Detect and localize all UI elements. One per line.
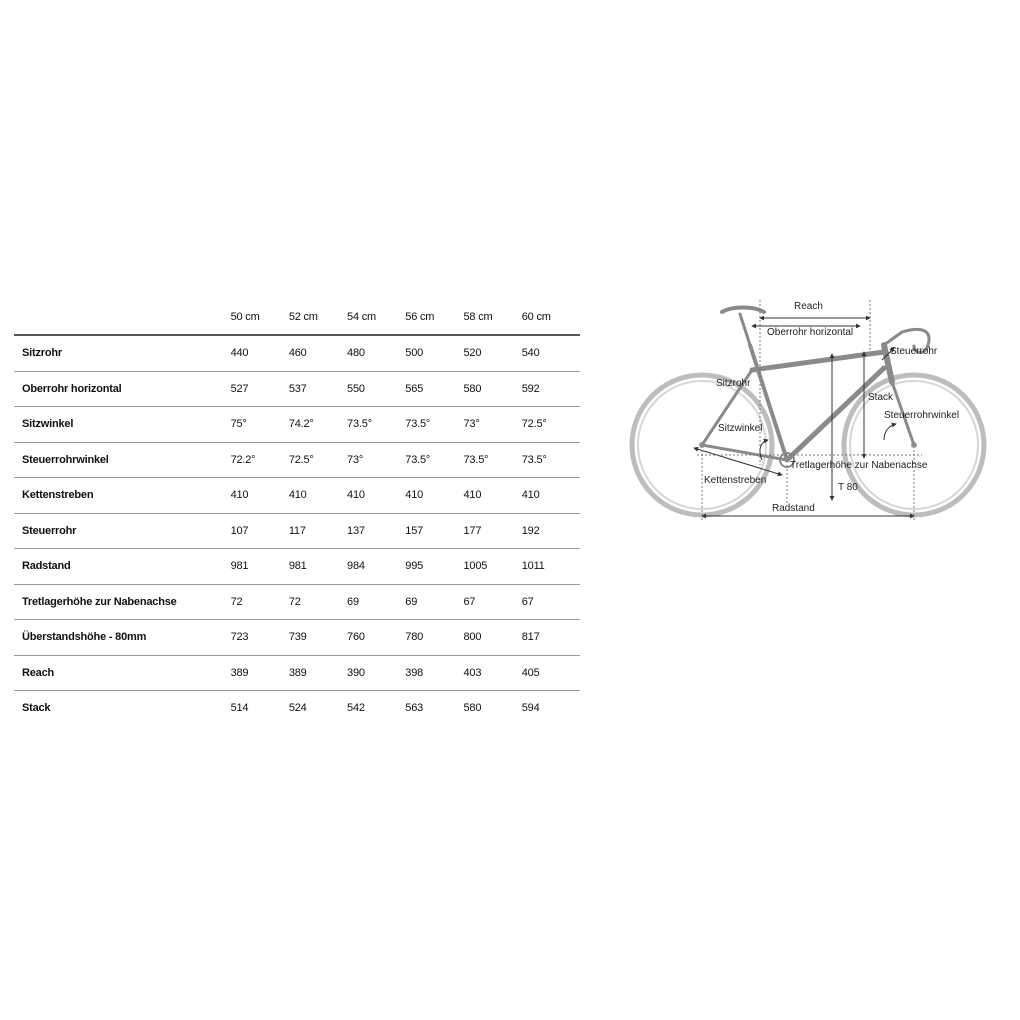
- table-row: [14, 691, 580, 726]
- table-cell: 580: [463, 702, 482, 715]
- header-corner-cell: [14, 300, 231, 335]
- label-tretlager: Tretlagerhöhe zur Nabenachse: [790, 460, 928, 471]
- row-label: Sitzrohr: [14, 335, 231, 371]
- table-cell: 72: [231, 584, 289, 620]
- table-cell: 984: [347, 549, 405, 585]
- table-header-row: [14, 300, 580, 335]
- table-cell: 389: [289, 655, 347, 691]
- table-body: [14, 335, 580, 726]
- table-cell: 69: [347, 584, 405, 620]
- table-row: [14, 584, 580, 620]
- table-cell: 514: [230, 702, 249, 715]
- table-cell: 440: [231, 335, 289, 371]
- table-cell: 739: [289, 620, 347, 656]
- table-cell: 157: [405, 513, 463, 549]
- table-row: [14, 478, 580, 514]
- table-cell: 73.5°: [522, 442, 580, 478]
- table-cell: 410: [522, 478, 580, 514]
- table-cell: 73.5°: [405, 442, 463, 478]
- label-sitzwinkel: Sitzwinkel: [718, 423, 763, 434]
- table-cell: 73.5°: [347, 407, 405, 443]
- table-cell: 592: [522, 371, 580, 407]
- table-cell: 550: [347, 371, 405, 407]
- bike-geometry-diagram: [622, 290, 992, 530]
- table-cell: 524: [288, 702, 307, 715]
- table-cell: 1011: [522, 549, 580, 585]
- table-cell: 73.5°: [405, 407, 463, 443]
- table-cell: 500: [405, 335, 463, 371]
- label-radstand: Radstand: [772, 503, 815, 514]
- table-cell: 981: [231, 549, 289, 585]
- table-row: [14, 442, 580, 478]
- table-cell: 540: [522, 335, 580, 371]
- table-cell: 995: [405, 549, 463, 585]
- table-cell: 817: [522, 620, 580, 656]
- table-cell: 192: [522, 513, 580, 549]
- table-cell: 800: [464, 620, 522, 656]
- row-label: Kettenstreben: [14, 478, 231, 514]
- table-cell: 72.2°: [231, 442, 289, 478]
- row-label: Überstandshöhe - 80mm: [14, 620, 231, 656]
- table-cell: 403: [464, 655, 522, 691]
- table-cell: 405: [522, 655, 580, 691]
- table-cell: 67: [464, 584, 522, 620]
- table-cell: 565: [405, 371, 463, 407]
- table-cell: 74.2°: [289, 407, 347, 443]
- table-cell: 398: [405, 655, 463, 691]
- column-header: 50 cm: [231, 300, 289, 335]
- table-cell: 520: [464, 335, 522, 371]
- table-cell: 460: [289, 335, 347, 371]
- table-row: [14, 549, 580, 585]
- table-cell: 177: [464, 513, 522, 549]
- table-row: [14, 371, 580, 407]
- row-label: Reach: [14, 655, 231, 691]
- row-label: Steuerrohrwinkel: [14, 442, 231, 478]
- column-header: 52 cm: [289, 300, 347, 335]
- table-cell: 527: [231, 371, 289, 407]
- row-label: Sitzwinkel: [14, 407, 231, 443]
- table-cell: 107: [231, 513, 289, 549]
- table-cell: 594: [521, 702, 540, 715]
- table-cell: 981: [289, 549, 347, 585]
- table-cell: 780: [405, 620, 463, 656]
- table-row: [14, 655, 580, 691]
- table-cell: 410: [464, 478, 522, 514]
- geometry-table: [14, 300, 580, 726]
- label-oberrohr: Oberrohr horizontal: [767, 327, 854, 338]
- column-header: 58 cm: [464, 300, 522, 335]
- table-cell: 537: [289, 371, 347, 407]
- column-header: 56 cm: [405, 300, 463, 335]
- table-cell: 410: [231, 478, 289, 514]
- row-label: Tretlagerhöhe zur Nabenachse: [14, 584, 231, 620]
- label-steuerrohr: Steuerrohr: [890, 346, 938, 357]
- table-cell: 410: [289, 478, 347, 514]
- table-cell: 72.5°: [522, 407, 580, 443]
- label-stack: Stack: [868, 392, 894, 403]
- table-cell: 390: [347, 655, 405, 691]
- label-steuerrohrwinkel: Steuerrohrwinkel: [884, 410, 960, 421]
- table-row: [14, 620, 580, 656]
- table-cell: 410: [405, 478, 463, 514]
- table-cell: 69: [405, 584, 463, 620]
- label-t80: T 80: [838, 482, 858, 493]
- table-cell: 723: [231, 620, 289, 656]
- label-kettenstreben: Kettenstreben: [704, 475, 767, 486]
- table-cell: 389: [231, 655, 289, 691]
- column-header: 54 cm: [347, 300, 405, 335]
- row-label: Oberrohr horizontal: [14, 371, 231, 407]
- table-cell: 760: [347, 620, 405, 656]
- table-cell: 72: [289, 584, 347, 620]
- label-sitzrohr: Sitzrohr: [716, 378, 751, 389]
- table-cell: 72.5°: [289, 442, 347, 478]
- table-cell: 73.5°: [464, 442, 522, 478]
- table-row: [14, 513, 580, 549]
- table-cell: 410: [347, 478, 405, 514]
- table-row: [14, 335, 580, 371]
- table-cell: 73°: [347, 442, 405, 478]
- table-cell: 75°: [231, 407, 289, 443]
- row-label: Steuerrohr: [14, 513, 231, 549]
- table-cell: 67: [522, 584, 580, 620]
- table-cell: 480: [347, 335, 405, 371]
- table-cell: 73°: [464, 407, 522, 443]
- table-cell: 580: [464, 371, 522, 407]
- column-header: 60 cm: [522, 300, 580, 335]
- table-row: [14, 407, 580, 443]
- table-cell: 137: [347, 513, 405, 549]
- row-label: Radstand: [14, 549, 231, 585]
- table-cell: 117: [289, 513, 347, 549]
- table-cell: 1005: [464, 549, 522, 585]
- row-label: Stack: [22, 702, 51, 715]
- label-reach: Reach: [794, 301, 823, 312]
- table-cell: 563: [405, 702, 424, 715]
- table-cell: 542: [347, 702, 365, 715]
